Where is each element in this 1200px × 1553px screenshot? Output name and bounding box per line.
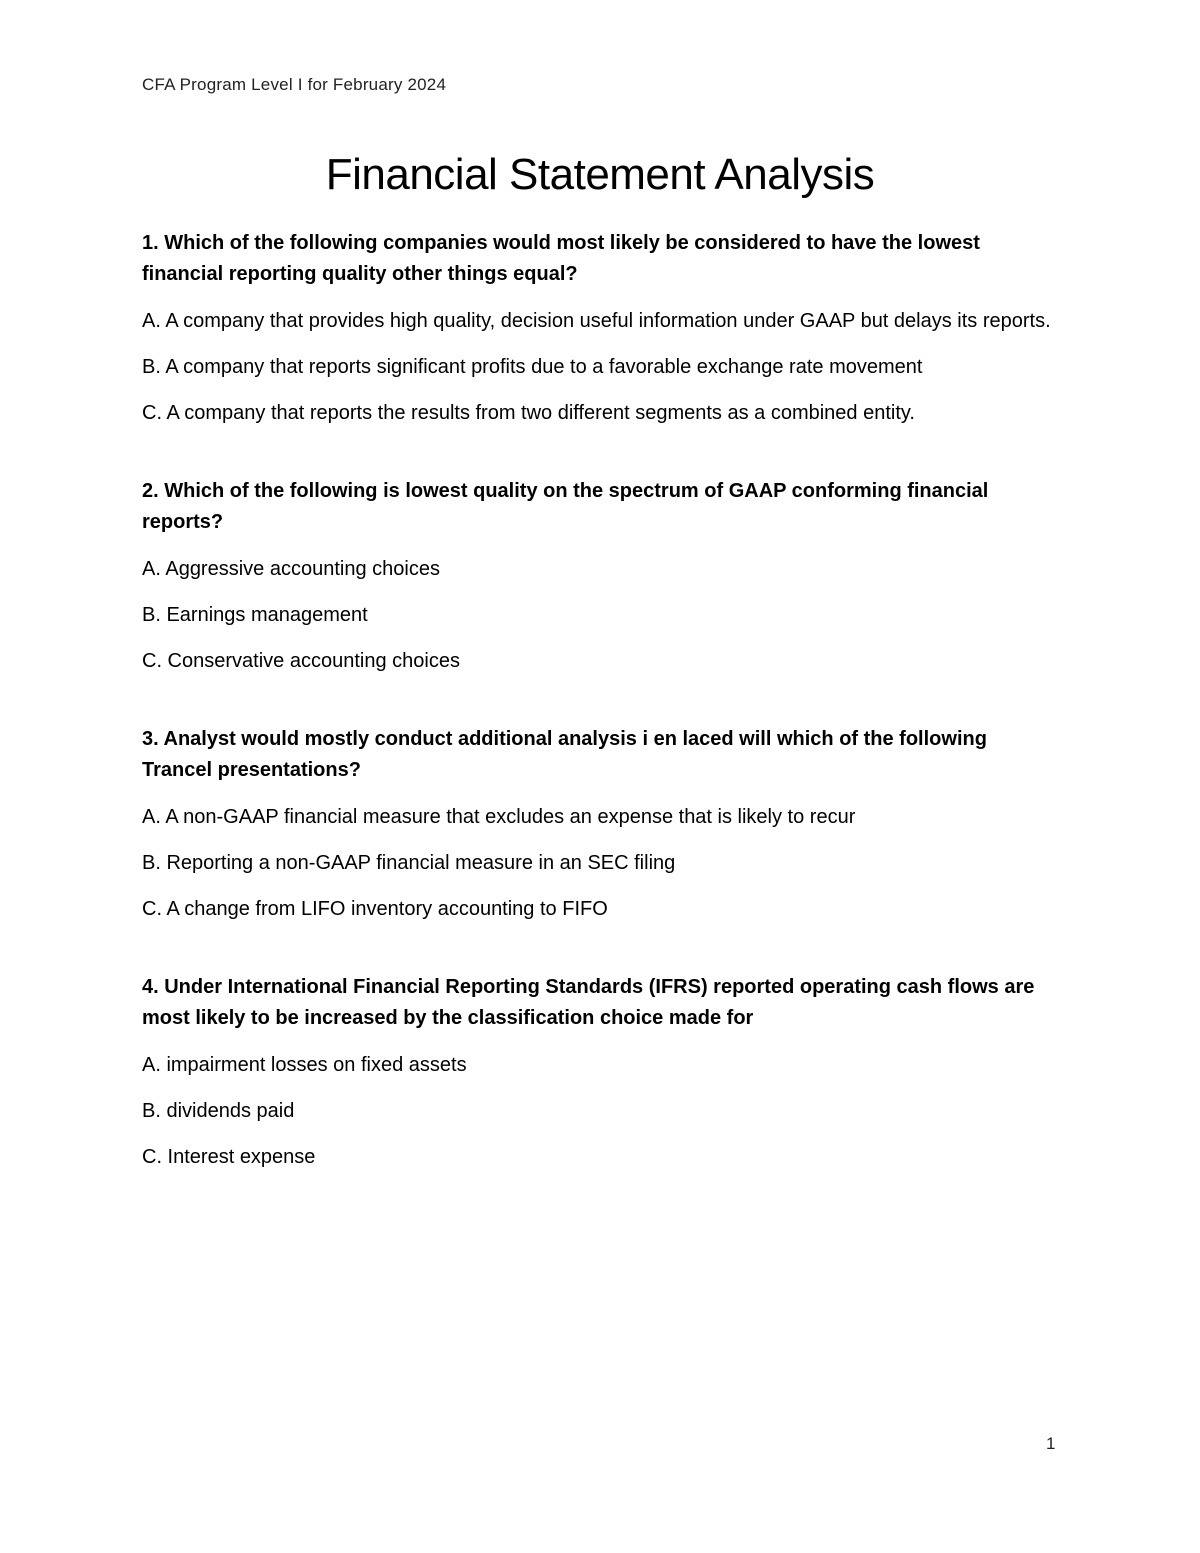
- page-header: CFA Program Level I for February 2024: [142, 75, 447, 94]
- question-2: [142, 476, 1062, 677]
- question-gap: [142, 444, 1062, 476]
- answer-option-a: A. Aggressive accounting choices: [142, 558, 440, 580]
- answer-option-c: C. A change from LIFO inventory accounting to FIFO: [142, 898, 608, 920]
- question-gap: [142, 940, 1062, 972]
- answer-option-a: A. impairment losses on fixed assets: [142, 1054, 467, 1076]
- answer-option-a: A. A non-GAAP financial measure that excludes an expense that is likely to recur: [142, 806, 856, 828]
- page-title: Financial Statement Analysis: [325, 150, 875, 199]
- answer-option-b: B. Reporting a non-GAAP financial measure in an SEC filing: [142, 852, 676, 874]
- question-4: [142, 972, 1062, 1173]
- answer-option-b: B. dividends paid: [142, 1100, 295, 1122]
- question-3: [142, 724, 1062, 925]
- page-number: 1: [1046, 1434, 1056, 1453]
- question-text: 1. Which of the following companies would most likely be considered to have the lowest financial reporting quality other things equal?: [142, 232, 980, 285]
- question-text: 2. Which of the following is lowest quality on the spectrum of GAAP conforming financial reports?: [142, 480, 989, 533]
- answer-option-b: B. Earnings management: [142, 604, 368, 626]
- answer-option-c: C. A company that reports the results from two different segments as a combined entity.: [142, 402, 915, 424]
- answer-option-a: A. A company that provides high quality, decision useful information under GAAP but delays its reports.: [142, 310, 1051, 332]
- question-1: [142, 228, 1062, 429]
- question-text: 3. Analyst would mostly conduct additional analysis i en laced will which of the following Trancel presentations?: [142, 728, 987, 781]
- answer-option-b: B. A company that reports significant profits due to a favorable exchange rate movement: [142, 356, 923, 378]
- question-list: [142, 228, 1062, 1188]
- question-text: 4. Under International Financial Reporting Standards (IFRS) reported operating cash flows are most likely to be increased by the classification choice made for: [142, 976, 1035, 1029]
- answer-option-c: C. Interest expense: [142, 1146, 316, 1168]
- question-gap: [142, 692, 1062, 724]
- answer-option-c: C. Conservative accounting choices: [142, 650, 460, 672]
